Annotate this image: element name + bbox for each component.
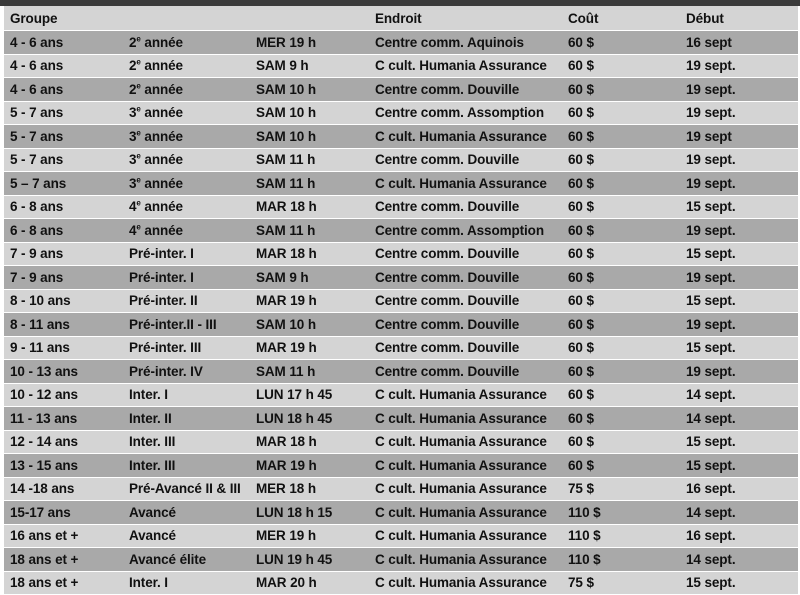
table-row [4, 384, 798, 408]
header-debut: Début [686, 10, 724, 26]
niveau-main: 3 [129, 128, 137, 144]
cell-endroit: C cult. Humania Assurance [375, 410, 547, 426]
cell-endroit: Centre comm. Aquinois [375, 34, 524, 50]
niveau-superscript: e [136, 58, 141, 67]
niveau-main: Inter. I [129, 575, 168, 591]
cell-groupe: 18 ans et + [10, 551, 79, 567]
niveau-main: Inter. I [129, 387, 168, 403]
cell-horaire: SAM 11 h [256, 175, 316, 191]
cell-cout: 60 $ [568, 316, 594, 332]
cell-groupe: 8 - 10 ans [10, 293, 71, 309]
cell-groupe: 6 - 8 ans [10, 199, 64, 215]
cell-debut: 19 sept. [686, 269, 736, 285]
cell-niveau [123, 270, 250, 285]
cell-endroit: C cult. Humania Assurance [375, 434, 547, 450]
cell-horaire: MAR 20 h [256, 575, 317, 591]
niveau-main: Avancé élite [129, 551, 207, 567]
table-row [4, 102, 798, 126]
cell-horaire: MER 19 h [256, 528, 316, 544]
cell-niveau [123, 552, 250, 567]
table-row [4, 525, 798, 549]
cell-niveau [123, 58, 250, 73]
cell-debut: 19 sept. [686, 105, 736, 121]
cell-horaire: LUN 18 h 15 [256, 504, 333, 520]
niveau-main: 2 [129, 81, 137, 97]
cell-horaire: MER 19 h [256, 34, 316, 50]
cell-horaire: MAR 19 h [256, 340, 317, 356]
cell-niveau [123, 105, 250, 120]
niveau-main: 4 [129, 222, 137, 238]
cell-endroit: Centre comm. Douville [375, 152, 520, 168]
cell-endroit: C cult. Humania Assurance [375, 457, 547, 473]
cell-cout: 60 $ [568, 199, 594, 215]
table-row [4, 337, 798, 361]
cell-endroit: Centre comm. Douville [375, 340, 520, 356]
cell-groupe: 13 - 15 ans [10, 457, 78, 473]
cell-endroit: Centre comm. Douville [375, 246, 520, 262]
niveau-main: Inter. III [129, 434, 176, 450]
cell-debut: 15 sept. [686, 293, 736, 309]
cell-endroit: C cult. Humania Assurance [375, 481, 547, 497]
cell-horaire: MAR 19 h [256, 293, 317, 309]
cell-cout: 60 $ [568, 152, 594, 168]
table-row [4, 196, 798, 220]
cell-debut: 19 sept. [686, 81, 736, 97]
cell-debut: 14 sept. [686, 387, 736, 403]
cell-debut: 15 sept. [686, 199, 736, 215]
cell-groupe: 4 - 6 ans [10, 34, 64, 50]
cell-cout: 60 $ [568, 34, 594, 50]
header-endroit: Endroit [375, 10, 422, 26]
cell-groupe: 15-17 ans [10, 504, 71, 520]
niveau-rest: année [140, 105, 183, 121]
table-row [4, 55, 798, 79]
cell-endroit: Centre comm. Douville [375, 199, 520, 215]
cell-endroit: Centre comm. Douville [375, 269, 520, 285]
cell-niveau [123, 199, 250, 214]
cell-horaire: LUN 18 h 45 [256, 410, 333, 426]
niveau-main: Pré-inter. II [129, 293, 198, 309]
cell-endroit: C cult. Humania Assurance [375, 387, 547, 403]
cell-horaire: SAM 10 h [256, 81, 316, 97]
table-row [4, 407, 798, 431]
cell-groupe: 16 ans et + [10, 528, 79, 544]
niveau-main: 4 [129, 199, 137, 215]
table-row [4, 149, 798, 173]
cell-endroit: Centre comm. Douville [375, 316, 520, 332]
cell-endroit: Centre comm. Douville [375, 363, 520, 379]
cell-cout: 60 $ [568, 293, 594, 309]
cell-endroit: Centre comm. Douville [375, 81, 520, 97]
niveau-superscript: e [136, 34, 141, 44]
cell-niveau [123, 434, 250, 449]
cell-cout: 60 $ [568, 363, 594, 379]
cell-debut: 19 sept [686, 128, 732, 144]
cell-endroit: C cult. Humania Assurance [375, 528, 547, 544]
table-row [4, 266, 798, 290]
cell-debut: 19 sept. [686, 363, 736, 379]
cell-groupe: 5 – 7 ans [10, 175, 67, 191]
niveau-main: Pré-inter.II - III [129, 316, 217, 332]
cell-niveau [123, 458, 250, 473]
schedule-table [4, 6, 798, 595]
table-row [4, 219, 798, 243]
cell-cout: 60 $ [568, 410, 594, 426]
cell-niveau [123, 223, 250, 238]
niveau-rest: année [140, 128, 183, 144]
cell-debut: 16 sept. [686, 528, 736, 544]
cell-groupe: 4 - 6 ans [10, 81, 64, 97]
cell-niveau [123, 505, 250, 520]
cell-horaire: MER 18 h [256, 481, 316, 497]
cell-debut: 15 sept. [686, 340, 736, 356]
cell-debut: 19 sept. [686, 58, 736, 74]
cell-niveau [123, 82, 250, 97]
niveau-rest: année [140, 199, 183, 215]
table-row [4, 478, 798, 502]
niveau-superscript: e [136, 175, 141, 185]
cell-groupe: 7 - 9 ans [10, 269, 64, 285]
cell-groupe: 14 -18 ans [10, 481, 75, 497]
cell-horaire: MAR 18 h [256, 246, 317, 262]
table-row [4, 501, 798, 525]
cell-cout: 60 $ [568, 175, 594, 191]
header-cout: Coût [568, 10, 599, 26]
niveau-rest: année [140, 152, 183, 168]
niveau-main: Inter. II [129, 410, 172, 426]
cell-cout: 60 $ [568, 457, 594, 473]
cell-cout: 60 $ [568, 81, 594, 97]
niveau-main: 2 [129, 34, 137, 50]
cell-endroit: C cult. Humania Assurance [375, 175, 547, 191]
niveau-rest: année [140, 34, 183, 50]
cell-groupe: 10 - 12 ans [10, 387, 78, 403]
cell-horaire: SAM 11 h [256, 152, 316, 168]
cell-endroit: C cult. Humania Assurance [375, 575, 547, 591]
cell-cout: 110 $ [568, 504, 601, 520]
niveau-main: Pré-inter. III [129, 340, 202, 356]
niveau-main: Pré-inter. I [129, 269, 194, 285]
cell-debut: 19 sept. [686, 316, 736, 332]
header-groupe: Groupe [10, 10, 58, 26]
niveau-superscript: e [136, 152, 141, 161]
cell-horaire: SAM 9 h [256, 269, 309, 285]
cell-debut: 16 sept. [686, 481, 736, 497]
niveau-main: 3 [129, 175, 137, 191]
cell-horaire: MAR 18 h [256, 434, 317, 450]
cell-niveau [123, 340, 250, 355]
cell-niveau [123, 481, 250, 496]
cell-debut: 14 sept. [686, 504, 736, 520]
cell-cout: 60 $ [568, 246, 594, 262]
niveau-superscript: e [136, 105, 141, 114]
cell-cout: 60 $ [568, 434, 594, 450]
cell-horaire: LUN 17 h 45 [256, 387, 333, 403]
cell-niveau [123, 317, 250, 332]
table-row [4, 172, 798, 196]
niveau-main: 3 [129, 152, 137, 168]
cell-horaire: SAM 11 h [256, 222, 316, 238]
cell-cout: 75 $ [568, 575, 594, 591]
cell-cout: 110 $ [568, 528, 601, 544]
niveau-main: 2 [129, 58, 137, 74]
cell-groupe: 5 - 7 ans [10, 128, 64, 144]
table-row [4, 548, 798, 572]
cell-niveau [123, 35, 250, 50]
cell-horaire: SAM 10 h [256, 316, 316, 332]
cell-niveau [123, 152, 250, 167]
cell-niveau [123, 387, 250, 402]
cell-endroit: Centre comm. Assomption [375, 222, 544, 238]
niveau-rest: année [140, 222, 183, 238]
cell-niveau [123, 246, 250, 261]
cell-groupe: 5 - 7 ans [10, 105, 64, 121]
cell-debut: 16 sept [686, 34, 732, 50]
cell-debut: 14 sept. [686, 410, 736, 426]
table-row [4, 31, 798, 55]
cell-debut: 19 sept. [686, 152, 736, 168]
table-row [4, 243, 798, 267]
cell-groupe: 7 - 9 ans [10, 246, 64, 262]
cell-horaire: MAR 19 h [256, 457, 317, 473]
cell-endroit: C cult. Humania Assurance [375, 128, 547, 144]
table-row [4, 431, 798, 455]
table-row [4, 313, 798, 337]
cell-horaire: SAM 11 h [256, 363, 316, 379]
cell-endroit: C cult. Humania Assurance [375, 504, 547, 520]
cell-groupe: 10 - 13 ans [10, 363, 78, 379]
niveau-main: Avancé [129, 528, 176, 544]
cell-horaire: SAM 10 h [256, 105, 316, 121]
cell-debut: 14 sept. [686, 551, 736, 567]
cell-debut: 15 sept. [686, 246, 736, 262]
cell-cout: 60 $ [568, 269, 594, 285]
cell-niveau [123, 575, 250, 590]
cell-cout: 110 $ [568, 551, 601, 567]
cell-horaire: SAM 10 h [256, 128, 316, 144]
table-row [4, 290, 798, 314]
cell-debut: 15 sept. [686, 434, 736, 450]
niveau-superscript: e [136, 128, 141, 138]
niveau-main: Pré-inter. IV [129, 363, 203, 379]
cell-cout: 60 $ [568, 340, 594, 356]
cell-endroit: Centre comm. Assomption [375, 105, 544, 121]
cell-endroit: Centre comm. Douville [375, 293, 520, 309]
niveau-main: Inter. III [129, 457, 176, 473]
table-row [4, 78, 798, 102]
cell-horaire: SAM 9 h [256, 58, 309, 74]
cell-cout: 75 $ [568, 481, 594, 497]
cell-debut: 15 sept. [686, 575, 736, 591]
cell-debut: 15 sept. [686, 457, 736, 473]
table-row [4, 360, 798, 384]
cell-groupe: 11 - 13 ans [10, 410, 78, 426]
cell-niveau [123, 411, 250, 426]
cell-cout: 60 $ [568, 105, 594, 121]
cell-niveau [123, 293, 250, 308]
niveau-main: 3 [129, 105, 137, 121]
table-row [4, 572, 798, 595]
cell-groupe: 12 - 14 ans [10, 434, 78, 450]
cell-cout: 60 $ [568, 222, 594, 238]
niveau-main: Avancé [129, 504, 176, 520]
cell-endroit: C cult. Humania Assurance [375, 58, 547, 74]
niveau-superscript: e [136, 199, 141, 208]
niveau-rest: année [140, 81, 183, 97]
cell-niveau [123, 129, 250, 144]
cell-endroit: C cult. Humania Assurance [375, 551, 547, 567]
cell-horaire: LUN 19 h 45 [256, 551, 333, 567]
niveau-rest: année [140, 175, 183, 191]
cell-cout: 60 $ [568, 58, 594, 74]
cell-niveau [123, 364, 250, 379]
table-row [4, 125, 798, 149]
table-header-row [4, 6, 798, 31]
table-body [4, 31, 798, 595]
niveau-rest: année [140, 58, 183, 74]
cell-groupe: 5 - 7 ans [10, 152, 64, 168]
cell-debut: 19 sept. [686, 222, 736, 238]
cell-cout: 60 $ [568, 128, 594, 144]
niveau-main: Pré-Avancé II & III [129, 481, 241, 497]
cell-cout: 60 $ [568, 387, 594, 403]
niveau-main: Pré-inter. I [129, 246, 194, 262]
cell-debut: 19 sept. [686, 175, 736, 191]
cell-groupe: 8 - 11 ans [10, 316, 70, 332]
cell-groupe: 18 ans et + [10, 575, 79, 591]
cell-niveau [123, 176, 250, 191]
cell-groupe: 4 - 6 ans [10, 58, 64, 74]
cell-groupe: 6 - 8 ans [10, 222, 64, 238]
niveau-superscript: e [136, 81, 141, 91]
niveau-superscript: e [136, 222, 141, 232]
table-row [4, 454, 798, 478]
cell-horaire: MAR 18 h [256, 199, 317, 215]
cell-groupe: 9 - 11 ans [10, 340, 70, 356]
cell-niveau [123, 528, 250, 543]
